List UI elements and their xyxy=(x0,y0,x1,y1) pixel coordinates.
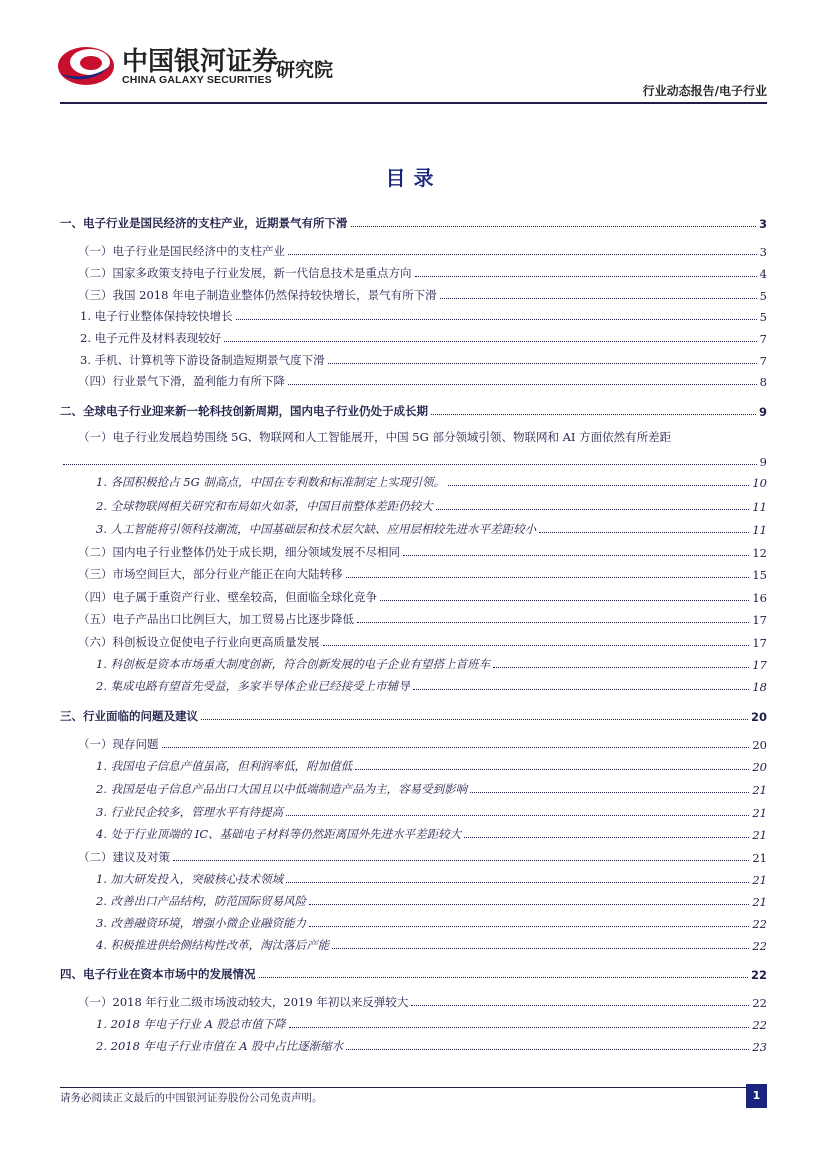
toc-entry[interactable] xyxy=(60,239,767,259)
toc-entry[interactable] xyxy=(60,962,767,982)
toc-entry-page: 16 xyxy=(752,591,767,605)
toc-entry[interactable] xyxy=(60,630,767,650)
toc-entry-page: 4 xyxy=(759,267,767,281)
toc-entry[interactable] xyxy=(60,585,767,605)
leader-dots xyxy=(162,747,750,748)
leader-dots xyxy=(403,555,749,556)
leader-dots xyxy=(309,904,749,905)
toc-entry-text-long[interactable]: （一）电子行业发展趋势围绕 5G、物联网和人工智能展开，中国 5G 部分领域引领、物联网和 AI 方面依然有所差距 xyxy=(78,430,672,444)
toc-entry-page: 22 xyxy=(752,939,767,953)
toc-entry[interactable] xyxy=(60,652,767,672)
toc-entry[interactable] xyxy=(60,369,767,389)
toc-entry-page: 5 xyxy=(759,289,767,303)
toc-entry-page: 3 xyxy=(759,245,767,259)
toc-entry-text: 3. 人工智能将引领科技潮流，中国基础层和技术层欠缺、应用层相较先进水平差距较小 xyxy=(96,522,537,536)
toc-entry-page: 21 xyxy=(752,873,767,887)
report-type: 行业动态报告/电子行业 xyxy=(642,84,767,98)
leader-dots xyxy=(323,645,750,646)
brand-institute: 研究院 xyxy=(276,59,334,81)
toc-entry-text: （三）市场空间巨大，部分行业产能正在向大陆转移 xyxy=(78,567,343,581)
toc-entry-text: 4. 积极推进供给侧结构性改革，淘汰落后产能 xyxy=(96,938,330,952)
toc-entry-text: 1. 我国电子信息产值虽高，但利润率低，附加值低 xyxy=(96,759,353,773)
footer-disclaimer: 请务必阅读正文最后的中国银河证券股份公司免责声明。 xyxy=(60,1092,323,1104)
leader-dots xyxy=(440,298,757,299)
leader-dots xyxy=(539,532,749,533)
toc-entry-page: 20 xyxy=(752,760,767,774)
toc-entry-page: 8 xyxy=(759,375,767,389)
toc-entry-text: 1. 加大研发投入，突破核心技术领域 xyxy=(96,872,284,886)
toc-entry-page: 20 xyxy=(750,710,767,724)
toc-entry-page: 23 xyxy=(752,1040,767,1054)
leader-dots xyxy=(357,622,749,623)
toc-entry-text: 3. 行业民企较多，管理水平有待提高 xyxy=(96,805,284,819)
toc-entry-page: 17 xyxy=(752,658,767,672)
toc-entry-page: 21 xyxy=(752,783,767,797)
page-header xyxy=(0,0,827,104)
leader-dots xyxy=(286,815,749,816)
toc-entry-text: （三）我国 2018 年电子制造业整体仍然保持较快增长，景气有所下滑 xyxy=(78,288,437,302)
toc-entry-text: 1. 科创板是资本市场重大制度创新，符合创新发展的电子企业有望搭上首班车 xyxy=(96,657,491,671)
toc-entry-continuation[interactable] xyxy=(60,449,767,469)
leader-dots xyxy=(415,276,757,277)
leader-dots xyxy=(431,414,756,415)
toc-entry-text: 2. 改善出口产品结构，防范国际贸易风险 xyxy=(96,894,307,908)
page-number-badge: 1 xyxy=(746,1084,767,1108)
toc-title: 目录 xyxy=(385,166,442,190)
toc-entry[interactable] xyxy=(60,990,767,1010)
toc-entry-page: 11 xyxy=(752,500,767,514)
toc-entry[interactable] xyxy=(60,348,767,368)
toc-entry-text: 2. 全球物联网相关研究和布局如火如荼，中国目前整体差距仍较大 xyxy=(96,499,433,513)
toc-entry-text: （二）国家多政策支持电子行业发展，新一代信息技术是重点方向 xyxy=(78,266,412,280)
toc-entry-page: 21 xyxy=(752,806,767,820)
toc-entry-page: 18 xyxy=(752,680,767,694)
leader-dots xyxy=(201,719,748,720)
toc-entry-page: 9 xyxy=(758,405,767,419)
toc-entry[interactable] xyxy=(60,494,767,514)
toc-entry-page: 15 xyxy=(752,568,767,582)
toc-entry-text: 四、电子行业在资本市场中的发展情况 xyxy=(60,967,256,981)
toc-entry-text: 二、全球电子行业迎来新一轮科技创新周期，国内电子行业仍处于成长期 xyxy=(60,404,428,418)
toc-entry[interactable] xyxy=(60,704,767,724)
toc-entry-page: 22 xyxy=(750,968,767,982)
toc-entry-text: 1. 2018 年电子行业 A 股总市值下降 xyxy=(96,1017,286,1031)
toc-entry[interactable] xyxy=(60,326,767,346)
toc-entry[interactable] xyxy=(60,754,767,774)
toc-entry[interactable] xyxy=(60,562,767,582)
leader-dots xyxy=(493,667,749,668)
galaxy-logo-icon xyxy=(55,40,117,88)
toc-entry-page: 9 xyxy=(759,455,767,469)
leader-dots xyxy=(464,837,749,838)
toc-entry-text: 2. 2018 年电子行业市值在 A 股中占比逐渐缩水 xyxy=(96,1039,344,1053)
toc-entry[interactable] xyxy=(60,211,767,231)
toc-entry-text: 2. 我国是电子信息产品出口大国且以中低端制造产品为主，容易受到影响 xyxy=(96,782,468,796)
toc-entry-text: （二）国内电子行业整体仍处于成长期，细分领域发展不尽相同 xyxy=(78,545,400,559)
toc-entry-text: 3. 手机、计算机等下游设备制造短期景气度下滑 xyxy=(80,353,325,367)
leader-dots xyxy=(380,600,749,601)
leader-dots xyxy=(332,948,749,949)
toc-entry-text: 2. 集成电路有望首先受益，多家半导体企业已经接受上市辅导 xyxy=(96,679,410,693)
toc-entry-page: 20 xyxy=(752,738,767,752)
toc-entry[interactable] xyxy=(60,517,767,537)
leader-dots xyxy=(286,882,749,883)
toc-entry-text: 2. 电子元件及材料表现较好 xyxy=(80,331,222,345)
toc-entry-page: 22 xyxy=(752,1018,767,1032)
toc-entry[interactable] xyxy=(60,1034,767,1054)
toc-entry-page: 11 xyxy=(752,523,767,537)
header-divider xyxy=(60,102,767,104)
toc-entry-page: 17 xyxy=(752,636,767,650)
toc-entry[interactable] xyxy=(60,399,767,419)
toc-entry-text: 三、行业面临的问题及建议 xyxy=(60,709,198,723)
leader-dots xyxy=(259,977,748,978)
toc-entry[interactable] xyxy=(60,889,767,909)
toc-entry-page: 22 xyxy=(752,917,767,931)
toc-entry[interactable] xyxy=(60,674,767,694)
toc-entry-page: 5 xyxy=(759,310,767,324)
toc-entry[interactable] xyxy=(60,845,767,865)
toc-entry-text: （六）科创板设立促使电子行业向更高质量发展 xyxy=(78,635,320,649)
leader-dots xyxy=(224,341,757,342)
leader-dots xyxy=(309,926,749,927)
leader-dots xyxy=(173,860,749,861)
toc-entry[interactable] xyxy=(60,867,767,887)
leader-dots xyxy=(288,384,757,385)
toc-entry[interactable] xyxy=(60,540,767,560)
leader-dots xyxy=(289,1027,750,1028)
leader-dots xyxy=(63,464,757,465)
leader-dots xyxy=(355,769,749,770)
brand-name-cn: 中国银河证券 xyxy=(122,47,279,77)
toc-entry[interactable] xyxy=(60,261,767,281)
leader-dots xyxy=(236,319,757,320)
toc-entry[interactable] xyxy=(60,822,767,842)
leader-dots xyxy=(288,254,757,255)
toc-entry[interactable] xyxy=(60,777,767,797)
toc-entry-page: 22 xyxy=(752,996,767,1010)
toc-entry[interactable] xyxy=(60,283,767,303)
toc-entry-page: 10 xyxy=(752,476,767,490)
toc-entry[interactable] xyxy=(60,607,767,627)
toc-entry[interactable] xyxy=(60,911,767,931)
toc-entry-text: （一）2018 年行业二级市场波动较大，2019 年初以来反弹较大 xyxy=(78,995,409,1009)
toc-entry-page: 12 xyxy=(752,546,767,560)
toc-entry-text: （四）电子属于重资产行业、壁垒较高，但面临全球化竞争 xyxy=(78,590,377,604)
toc-entry[interactable] xyxy=(60,304,767,324)
leader-dots xyxy=(328,363,757,364)
brand-name-en: CHINA GALAXY SECURITIES xyxy=(122,74,272,86)
leader-dots xyxy=(448,485,749,486)
toc-entry-text: 3. 改善融资环境，增强小微企业融资能力 xyxy=(96,916,307,930)
toc-entry-page: 17 xyxy=(752,613,767,627)
toc-entry[interactable] xyxy=(60,800,767,820)
leader-dots xyxy=(470,792,749,793)
toc-entry-text: 4. 处于行业顶端的 IC、基础电子材料等仍然距离国外先进水平差距较大 xyxy=(96,827,462,841)
toc-entry-text: （四）行业景气下滑，盈利能力有所下降 xyxy=(78,374,285,388)
toc-entry-page: 3 xyxy=(758,217,767,231)
toc-entry-page: 21 xyxy=(752,828,767,842)
leader-dots xyxy=(436,509,750,510)
toc-entry-text: 1. 电子行业整体保持较快增长 xyxy=(80,309,233,323)
leader-dots xyxy=(413,689,750,690)
toc-entry[interactable] xyxy=(60,933,767,953)
toc-entry-page: 7 xyxy=(759,332,767,346)
toc-entry-text: （一）电子行业是国民经济中的支柱产业 xyxy=(78,244,285,258)
toc-entry-text: （五）电子产品出口比例巨大，加工贸易占比逐步降低 xyxy=(78,612,354,626)
leader-dots xyxy=(351,226,756,227)
toc-entry[interactable] xyxy=(60,470,767,490)
leader-dots xyxy=(346,1049,749,1050)
toc-entry-text: （二）建议及对策 xyxy=(78,850,170,864)
toc-entry-page: 21 xyxy=(752,851,767,865)
toc-entry-text: 一、电子行业是国民经济的支柱产业，近期景气有所下滑 xyxy=(60,216,348,230)
leader-dots xyxy=(346,577,750,578)
toc-entry-text: （一）现存问题 xyxy=(78,737,159,751)
toc-entry[interactable] xyxy=(60,1012,767,1032)
leader-dots xyxy=(411,1005,749,1006)
toc-entry-page: 21 xyxy=(752,895,767,909)
footer-divider xyxy=(60,1087,767,1088)
toc-entry-page: 7 xyxy=(759,354,767,368)
toc-entry[interactable] xyxy=(60,732,767,752)
toc-entry-text: 1. 各国积极抢占 5G 制高点，中国在专利数和标准制定上实现引领。 xyxy=(96,475,445,489)
